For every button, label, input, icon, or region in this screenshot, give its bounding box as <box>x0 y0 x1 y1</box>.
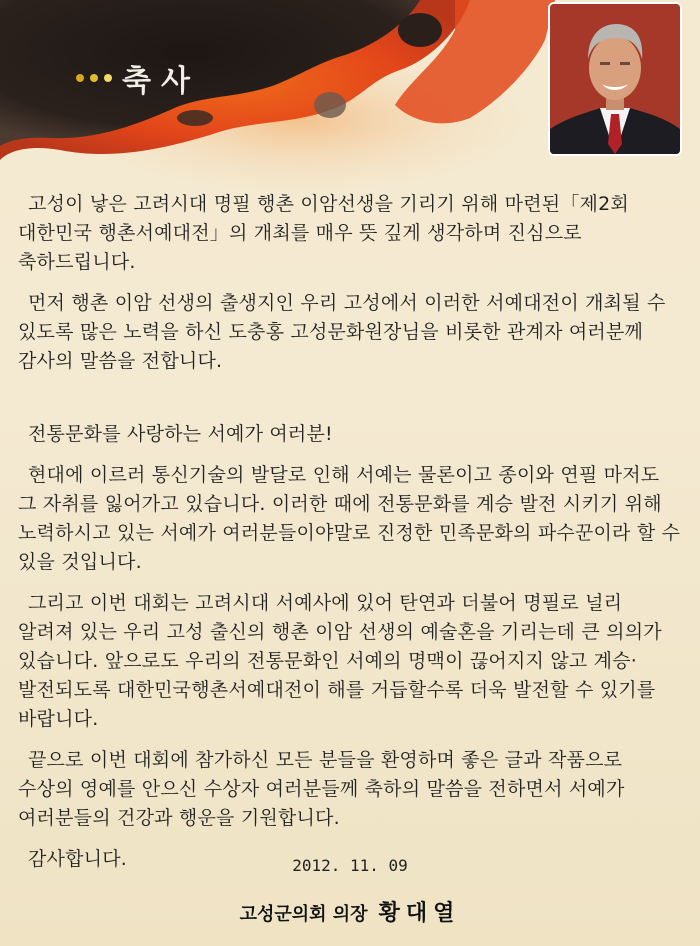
paragraph-thank-you: 감사합니다. <box>28 848 128 870</box>
title-dot <box>76 74 84 82</box>
date-line: 2012. 11. 09 <box>292 856 408 875</box>
paragraph-significance: 그리고 이번 대회는 고려시대 서예사에 있어 탄연과 더불어 명필로 널리 알려져 있는 우리 고성 출신의 행촌 이암 선생의 예술혼을 기리는데 큰 의의가 있습니다. 앞으로도 우리의 전통문화인 서예의 명맥이 끊어지지 않고 계승·발전되도록 대한민국행촌서예대전이 해를 거듭할수록 더욱 발전할 수 있기를 바랍니다. <box>18 592 662 730</box>
title-dot <box>90 74 98 82</box>
signature-organization: 고성군의회 의장 <box>239 904 368 925</box>
message-body <box>18 190 684 886</box>
section-title <box>76 56 200 100</box>
title-dot <box>104 74 112 82</box>
title-dots <box>76 74 112 82</box>
paragraph-address: 전통문화를 사랑하는 서예가 여러분! <box>28 423 333 445</box>
paragraph-tradition: 현대에 이르러 통신기술의 발달로 인해 서예는 물론이고 종이와 연필 마저도 그 자취를 잃어가고 있습니다. 이러한 때에 전통문화를 계승 발전 시키기 위해 노력하시고 있는 서예가 여러분들이야말로 진정한 민족문화의 파수꾼이라 할 수 있을 것입니다. <box>18 464 681 573</box>
page-title: 축사 <box>122 64 200 99</box>
paragraph-opening: 고성이 낳은 고려시대 명필 행촌 이암선생을 기리기 위해 마련된「제2회 대한민국 행촌서예대전」의 개최를 매우 뜻 깊게 생각하며 진심으로 축하드립니다. <box>18 193 629 273</box>
portrait-image <box>550 4 680 154</box>
paragraph-closing: 끝으로 이번 대회에 참가하신 모든 분들을 환영하며 좋은 글과 작품으로 수상의 영예를 안으신 수상자 여러분들께 축하의 말씀을 전하면서 서예가 여러분들의 건강과 행운을 기원합니다. <box>18 749 625 829</box>
signature-name: 황대열 <box>378 901 461 926</box>
signature-block <box>0 896 700 927</box>
paragraph-thanks: 먼저 행촌 이암 선생의 출생지인 우리 고성에서 이러한 서예대전이 개최될 수 있도록 많은 노력을 하신 도충홍 고성문화원장님을 비롯한 관계자 여러분께 감사의 말씀을 전합니다. <box>18 292 666 372</box>
portrait-photo <box>548 2 682 156</box>
